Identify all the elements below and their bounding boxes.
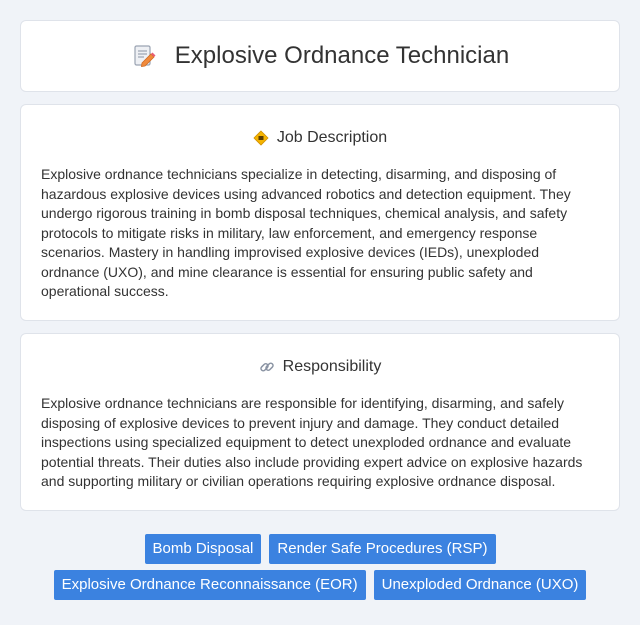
page-title: Explosive Ordnance Technician xyxy=(174,42,510,69)
tag-unexploded-ordnance[interactable]: Unexploded Ordnance (UXO) xyxy=(374,570,587,600)
responsibility-text: Explosive ordnance technicians are responsible for identifying, disarming, and safely disposing of explosive devices to prevent injury and damage. They conduct detailed inspections using specialized equipment to detect unexploded ordnance and evaluate potential threats. Their duties also include providing expert advice on explosive hazards and supporting military or civilian operations requiring explosive ordnance disposal. xyxy=(41,395,583,489)
title-card xyxy=(20,20,620,92)
job-description-text: Explosive ordnance technicians specialize in detecting, disarming, and disposing of hazardous explosive devices using advanced robotics and detection equipment. They undergo rigorous training in bomb disposal techniques, chemical analysis, and safety protocols to mitigate risks in military, law enforcement, and emergency response scenarios. Mastery in handling improvised explosive devices (IEDs), unexploded ordnance (UXO), and mine clearance is essential for ensuring public safety and operational success. xyxy=(41,166,571,299)
responsibility-title: Responsibility xyxy=(282,358,382,375)
tag-explosive-ordnance-reconnaissance[interactable]: Explosive Ordnance Reconnaissance (EOR) xyxy=(54,570,366,600)
skill-tags xyxy=(20,534,620,600)
job-description-heading xyxy=(41,127,599,149)
tag-render-safe-procedures[interactable]: Render Safe Procedures (RSP) xyxy=(269,534,495,564)
diamond-warning-icon xyxy=(253,130,269,146)
link-icon xyxy=(259,359,275,375)
job-description-card xyxy=(20,104,620,321)
document-pencil-icon xyxy=(131,43,157,69)
responsibility-heading xyxy=(41,356,599,378)
tag-bomb-disposal[interactable]: Bomb Disposal xyxy=(145,534,262,564)
responsibility-card xyxy=(20,333,620,511)
job-description-title: Job Description xyxy=(276,129,388,146)
